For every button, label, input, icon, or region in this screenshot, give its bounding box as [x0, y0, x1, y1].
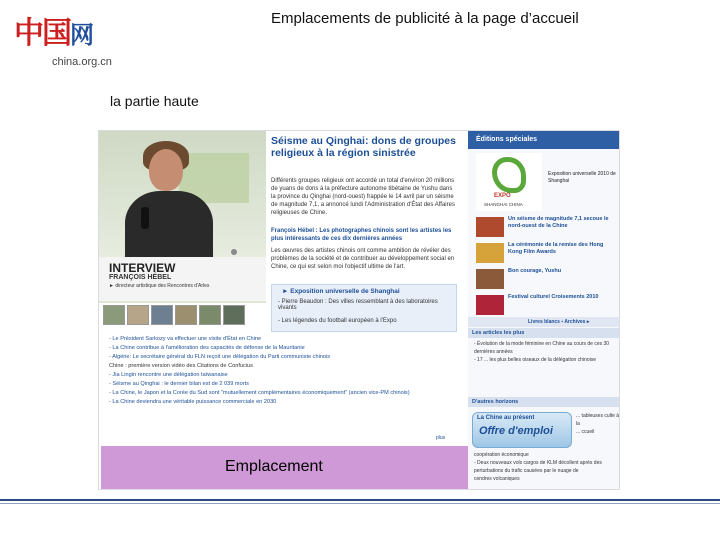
entry-image — [476, 295, 504, 315]
thumbnail[interactable] — [175, 305, 197, 325]
news-list-item: Chine : première version vidéo des Citations de Confucius — [109, 363, 253, 369]
thumbnail[interactable] — [199, 305, 221, 325]
ad-slot-label: Emplacement — [225, 458, 323, 475]
entry-title[interactable]: Un séisme de magnitude 7,1 secoue le nord-ouest de la Chine — [508, 216, 609, 229]
thumbnail[interactable] — [151, 305, 173, 325]
logo-characters — [14, 8, 92, 52]
special-entry[interactable] — [476, 215, 620, 239]
list-item[interactable]: - Évolution de la mode féminine en Chine au cours de ces 30 dernières années — [474, 341, 610, 355]
list-item[interactable]: ... ccueil — [576, 429, 595, 435]
expo-link[interactable]: - Pierre Beaudon : Des villes ressemblant à des laboratoires vivants — [278, 299, 438, 311]
news-list-item[interactable]: - Algérie: Le secrétaire général du FLN reçoit une délégation du Parti communiste chinois — [109, 354, 331, 360]
news-list-item[interactable]: - Jia Lingin rencontre une délégation taïwanaise — [109, 372, 228, 378]
news-sub-body: Les œuvres des artistes chinois ont comme ambition de révéler des problèmes de la société et de contribuer au développement social en Chine, ce qui est selon moi l'objectif ultime de l'art. — [271, 248, 455, 271]
news-list-item[interactable]: - Séisme au Qinghai : le dernier bilan est de 2 039 morts — [109, 381, 249, 387]
news-list-item[interactable]: - La Chine, le Japon et la Corée du Sud sont "mutuellement complémentaires économiquement" (ancien vice-PM chinois) — [109, 390, 410, 396]
hero-thumbnails — [99, 303, 266, 327]
expo-box — [271, 284, 457, 332]
homepage-mockup — [98, 130, 620, 490]
section-header — [468, 328, 620, 338]
ad-slot — [101, 446, 468, 490]
thumbnail[interactable] — [223, 305, 245, 325]
entry-image — [476, 243, 504, 263]
special-entry[interactable] — [476, 267, 620, 291]
section-header — [468, 397, 620, 407]
entry-title[interactable]: La cérémonie de la remise des Hong Kong Film Awards — [508, 242, 604, 255]
list-item[interactable]: - Deux nouveaux vols cargos de KLM décollent après des perturbations du trafic causées par le nuage de — [474, 460, 602, 474]
logo-char-2: 国 — [42, 16, 70, 51]
list-item[interactable]: coopération économique — [474, 452, 529, 458]
hero-person-head — [149, 149, 183, 191]
special-editions-banner — [468, 131, 620, 149]
thumbnail[interactable] — [127, 305, 149, 325]
expo-logo-sub: SHANGHAI CHINA — [484, 202, 523, 207]
expo-logo-icon — [492, 157, 526, 193]
slide-title: Emplacements de publicité à la page d’accueil — [271, 10, 579, 27]
job-offer-banner[interactable] — [472, 412, 572, 448]
news-headline[interactable]: Séisme au Qinghai: dons de groupes religieux à la région sinistrée — [271, 135, 456, 160]
microphone-icon — [141, 207, 149, 229]
list-item[interactable]: ... tableuses culte à la — [576, 413, 620, 427]
news-list-item[interactable]: - Le Président Sarkozy va effectuer une visite d'État en Chine — [109, 336, 262, 342]
thumbnail[interactable] — [103, 305, 125, 325]
news-list — [109, 335, 459, 407]
section-title: Les articles les plus — [472, 330, 525, 336]
interview-hero[interactable] — [99, 131, 266, 327]
china-org-logo — [10, 8, 120, 70]
carousel-dot[interactable] — [231, 249, 237, 255]
entry-image — [476, 269, 504, 289]
interview-role[interactable]: ► directeur artistique des Rencontres d'Arles — [109, 283, 210, 289]
entry-title[interactable]: Bon courage, Yushu — [508, 268, 562, 274]
expo-link[interactable]: - Les légendes du football européen à l'Expo — [278, 318, 397, 324]
list-item[interactable]: cendres volcaniques — [474, 476, 520, 482]
section-title: D'autres horizons — [472, 399, 519, 405]
expo-logo[interactable] — [476, 153, 542, 211]
interview-label: INTERVIEW — [109, 261, 176, 275]
footer-rule-thin — [0, 503, 720, 504]
news-body: Différents groupes religieux ont accordé un total d'environ 20 millions de yuans de dons à la préfecture autonome tibétaine de Yushu dans la province du Qinghai (nord-ouest) frappée le 14 avril par un séisme de magnitude 7,1, a annoncé lundi l'Administration d'État des Affaires religieuses de Chine. — [271, 178, 455, 217]
expo-description[interactable]: Exposition universelle 2010 de Shanghai — [548, 171, 616, 184]
other-horizons-side — [576, 412, 620, 436]
right-column — [468, 131, 620, 490]
special-editions-title[interactable]: Éditions spéciales — [476, 136, 538, 143]
other-horizons-list — [474, 451, 619, 483]
expo-box-title[interactable]: ► Exposition universelle de Shanghai — [282, 288, 400, 295]
special-entry[interactable] — [476, 293, 620, 317]
popular-articles-list — [474, 340, 619, 364]
logo-url: china.org.cn — [52, 56, 112, 68]
footer-rule — [0, 499, 720, 501]
entry-image — [476, 217, 504, 237]
interview-name: FRANÇOIS HÉBEL — [109, 274, 172, 281]
logo-char-3: 网 — [70, 20, 92, 49]
list-item[interactable]: - 17 ... les plus belles oiseaux de la délégation chinoise — [474, 357, 597, 363]
news-list-item[interactable]: - La Chine deviendra une véritable puissance commerciale en 2030 — [109, 399, 277, 405]
right-links-bar — [468, 317, 620, 327]
special-entry[interactable] — [476, 241, 620, 265]
entry-title[interactable]: Festival culturel Croisements 2010 — [508, 294, 599, 300]
news-list-item[interactable]: - La Chine contribue à l'amélioration des capacités de défense de la Mauritanie — [109, 345, 305, 351]
job-offer-main: Offre d'emploi — [479, 425, 553, 437]
expo-logo-text: EXPO — [494, 193, 511, 199]
news-sub-headline[interactable]: François Hébel : Les photographes chinois sont les artistes les plus intéressants de ces dix dernières années — [271, 228, 452, 243]
right-links[interactable]: Livres blancs ▪ Archives ▸ — [528, 319, 590, 325]
more-link[interactable]: plus — [436, 435, 446, 441]
logo-char-1: 中 — [14, 16, 42, 51]
job-offer-top: La Chine au présent — [477, 415, 535, 421]
section-label: la partie haute — [110, 93, 199, 109]
